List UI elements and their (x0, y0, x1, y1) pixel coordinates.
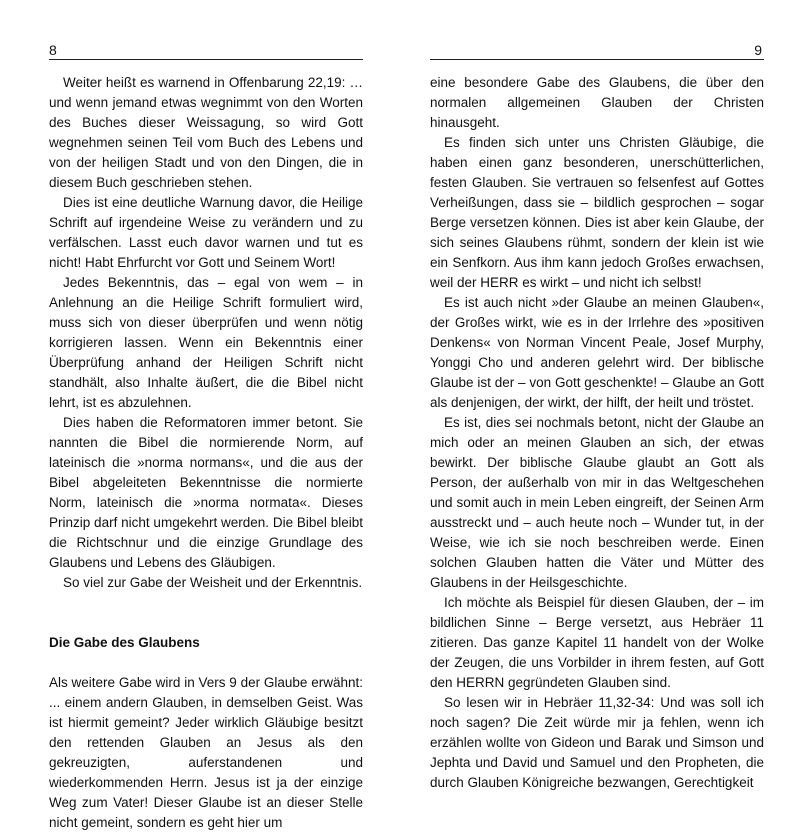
paragraph: Jedes Bekenntnis, das – egal von wem – in Anlehnung an die Heilige Schrift formuliert wird, muss sich von dieser überprüfen und wenn nötig korrigieren lassen. Wenn ein Bekenntnis einer Überprüfung anhand der Heiligen Schrift nicht standhält, also Inhalte äußert, die die Bibel nicht lehrt, ist es abzulehnen. (49, 275, 363, 410)
spacer (49, 653, 363, 673)
right-page (400, 0, 800, 800)
paragraph: Es ist auch nicht »der Glaube an meinen Glauben«, der Großes wirkt, wie es in der Irrlehre des »positiven Denkens« von Norman Vincent Peale, Josef Murphy, Yonggi Cho und anderen gelehrt wird. Der biblische Glaube ist der – von Gott geschenkte! – Glaube an Gott als denjenigen, der wirkt, der hilft, der heilt und tröstet. (430, 295, 764, 410)
page-number: 8 (49, 42, 57, 58)
spacer (49, 593, 363, 633)
paragraph: eine besondere Gabe des Glaubens, die über den normalen allgemeinen Glauben der Christen hinausgeht. (430, 75, 764, 130)
text-column (430, 73, 764, 793)
paragraph: So viel zur Gabe der Weisheit und der Erkenntnis. (63, 575, 363, 590)
paragraph: Weiter heißt es warnend in Offenbarung 22,19: … und wenn jemand etwas wegnimmt von den Worten des Buches dieser Weissagung, so wird Gott wegnehmen seinen Teil vom Buch des Lebens und von der heiligen Stadt und von den Dingen, die in diesem Buch geschrieben stehen. (49, 75, 363, 190)
paragraph: So lesen wir in Hebräer 11,32-34: Und was soll ich noch sagen? Die Zeit würde mir ja fehlen, wenn ich erzählen wollte von Gideon und Barak und Simson und Jephta und David und Samuel und den Propheten, die durch Glauben Königreiche bezwangen, Gerechtigkeit (430, 695, 764, 790)
paragraph: Ich möchte als Beispiel für diesen Glauben, der – im bildlichen Sinne – Berge versetzt, aus Hebräer 11 zitieren. Das ganze Kapitel 11 handelt von der Wolke der Zeugen, die uns Vorbilder in ihrem festen, auf Gott den HERRN gegründeten Glauben sind. (430, 595, 764, 690)
left-page (0, 0, 400, 830)
header-rule (49, 59, 363, 60)
section-heading: Die Gabe des Glaubens (49, 635, 200, 650)
paragraph: Es finden sich unter uns Christen Gläubige, die haben einen ganz besonderen, unerschütterlichen, festen Glauben. Sie vertrauen so felsenfest auf Gottes Verheißungen, dass sie – bildlich gesprochen – sogar Berge versetzen können. Dies ist aber kein Glaube, der sich seines Glaubens rühmt, sondern der klein ist wie ein Senfkorn. Aus ihm kann jedoch Großes erwachsen, weil der HERR es wirkt – und nicht ich selbst! (430, 135, 764, 290)
text-column (49, 73, 363, 833)
paragraph: Als weitere Gabe wird in Vers 9 der Glaube erwähnt: ... einem andern Glauben, in demselben Geist. Was ist hiermit gemeint? Jeder wirklich Gläubige besitzt den rettenden Glauben an Jesus als den gekreuzigten, auferstandenen und wiederkommenden Herrn. Jesus ist ja der einzige Weg zum Vater! Dieser Glaube ist an dieser Stelle nicht gemeint, sondern es geht hier um (49, 675, 363, 830)
paragraph: Dies haben die Reformatoren immer betont. Sie nannten die Bibel die normierende Norm, auf lateinisch die »norma normans«, und die aus der Bibel abgeleiteten Bekenntnisse die normierte Norm, lateinisch die »norma normata«. Dieses Prinzip darf nicht umgekehrt werden. Die Bibel bleibt die Richtschnur und die einzige Grundlage des Glaubens und Lebens des Gläubigen. (49, 415, 363, 570)
paragraph: Dies ist eine deutliche Warnung davor, die Heilige Schrift auf irgendeine Weise zu verändern und zu verfälschen. Lasst euch davor warnen und tut es nicht! Habt Ehrfurcht vor Gott und Seinem Wort! (49, 195, 363, 270)
header-rule (430, 59, 764, 60)
page-number: 9 (754, 42, 762, 58)
paragraph: Es ist, dies sei nochmals betont, nicht der Glaube an mich oder an meinen Glauben an sich, der etwas bewirkt. Der biblische Glaube glaubt an Gott als Person, der außerhalb von mir in das Weltgeschehen und somit auch in mein Leben eingreift, der Seinen Arm ausstreckt und – auch heute noch – Wunder tut, in der Weise, wie ich sie noch beschreiben werde. Einen solchen Glauben hatten die Väter und Mütter des Glaubens in der Heilsgeschichte. (430, 415, 764, 590)
